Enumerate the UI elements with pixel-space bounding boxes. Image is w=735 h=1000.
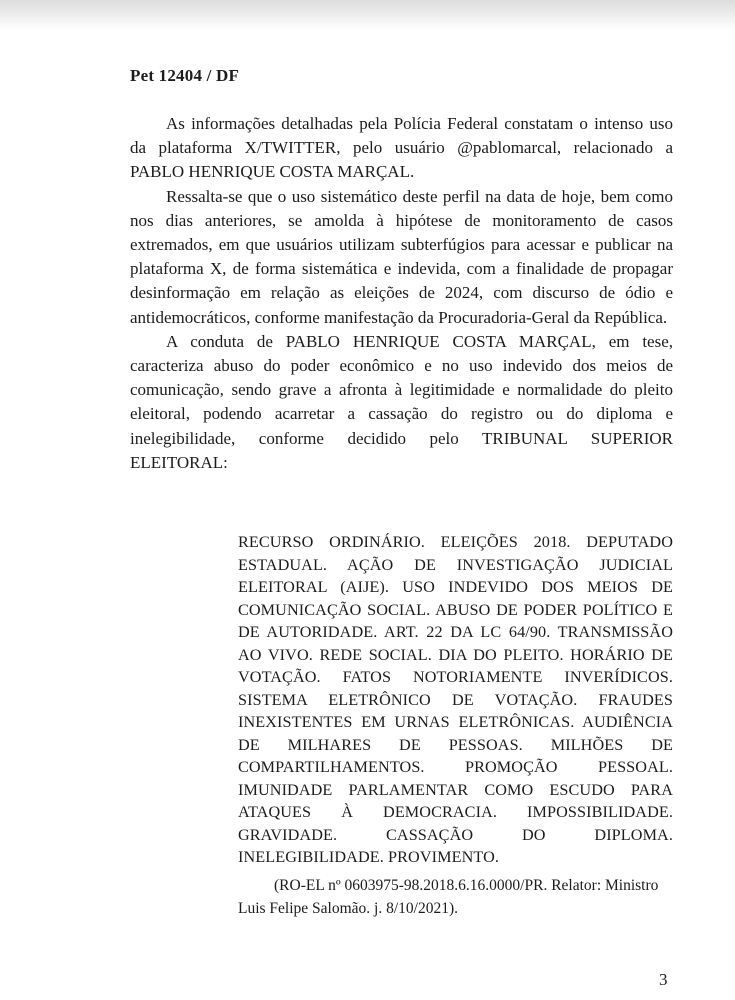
case-reference: Pet 12404 / DF bbox=[130, 66, 240, 85]
paragraph-1: As informações detalhadas pela Polícia Federal constatam o intenso uso da plataforma X/TWITTER, pelo usuário @pablomarcal, relacionado a PABLO HENRIQUE COSTA MARÇAL. bbox=[130, 114, 673, 182]
block-quote-citation: (RO-EL nº 0603975-98.2018.6.16.0000/PR. Relator: Ministro Luis Felipe Salomão. j. 8/10/2021). bbox=[238, 877, 659, 917]
page-top-shadow bbox=[0, 0, 735, 30]
block-quote-ementa: RECURSO ORDINÁRIO. ELEIÇÕES 2018. DEPUTADO ESTADUAL. AÇÃO DE INVESTIGAÇÃO JUDICIAL ELEITORAL (AIJE). USO INDEVIDO DOS MEIOS DE COMUNICAÇÃO SOCIAL. ABUSO DE PODER POLÍTICO E DE AUTORIDADE. ART. 22 DA LC 64/90. TRANSMISSÃO AO VIVO. REDE SOCIAL. DIA DO PLEITO. HORÁRIO DE VOTAÇÃO. FATOS NOTORIAMENTE INVERÍDICOS. SISTEMA ELETRÔNICO DE VOTAÇÃO. FRAUDES INEXISTENTES EM URNAS ELETRÔNICAS. AUDIÊNCIA DE MILHARES DE PESSOAS. MILHÕES DE COMPARTILHAMENTOS. PROMOÇÃO PESSOAL. IMUNIDADE PARLAMENTAR COMO ESCUDO PARA ATAQUES À DEMOCRACIA. IMPOSSIBILIDADE. GRAVIDADE. CASSAÇÃO DO DIPLOMA. INELEGIBILIDADE. PROVIMENTO. bbox=[238, 533, 673, 866]
paragraph-3: A conduta de PABLO HENRIQUE COSTA MARÇAL, em tese, caracteriza abuso do poder econômico e no uso indevido dos meios de comunicação, sendo grave a afronta à legitimidade e normalidade do pleito eleitoral, podendo acarretar a cassação do registro ou do diploma e inelegibilidade, conforme decidido pelo TRIBUNAL SUPERIOR ELEITORAL: bbox=[130, 331, 673, 472]
page-number: 3 bbox=[659, 970, 668, 989]
document-header bbox=[130, 66, 239, 86]
paragraph-2: Ressalta-se que o uso sistemático deste perfil na data de hoje, bem como nos dias anteriores, se amolda à hipótese de monitoramento de casos extremados, em que usuários utilizam subterfúgios para acessar e publicar na plataforma X, de forma sistemática e indevida, com a finalidade de propagar desinformação em relação as eleições de 2024, com discurso de ódio e antidemocráticos, conforme manifestação da Procuradoria-Geral da República. bbox=[130, 186, 673, 327]
body-text bbox=[130, 112, 673, 475]
